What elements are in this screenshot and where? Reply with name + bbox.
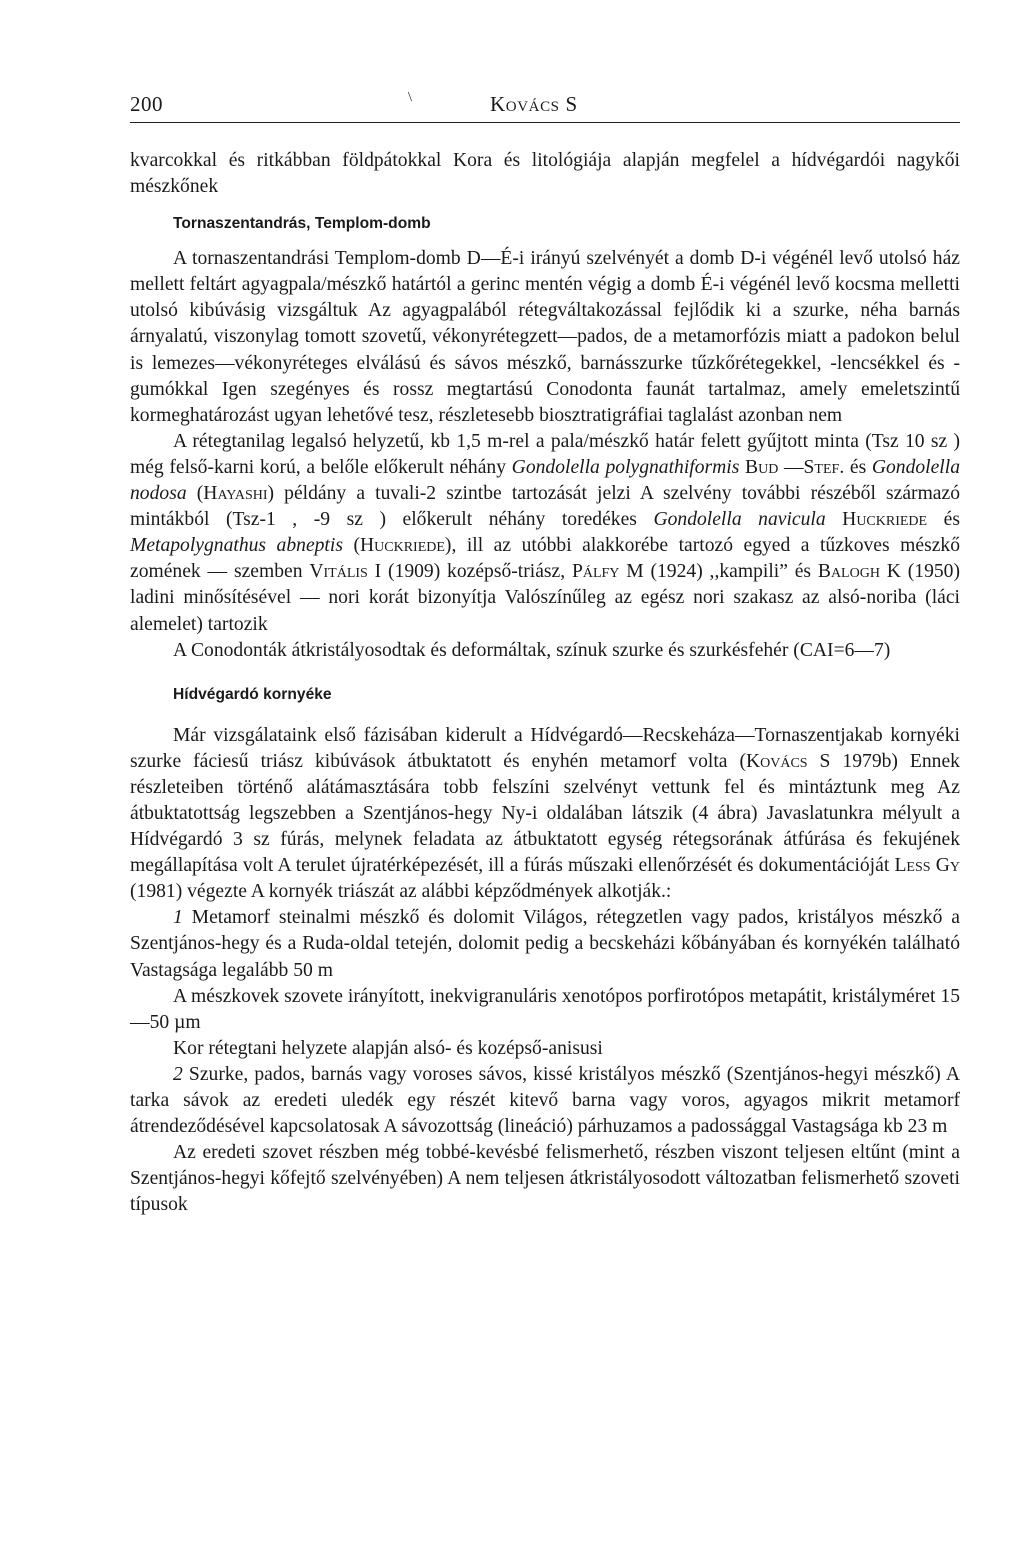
text-run: Metamorf steinalmi mészkő és dolomit Világos, rétegzetlen vagy pados, kristályos mészkő a Szentjános-hegy és a Ruda-oldal tetején, dolomit pedig a becskeházi kőbányában és kornyékén található Vastagsága legalább 50 m — [130, 907, 960, 981]
text-run: (1950) ladini minősítésével — nori korát bizonyítja Valószínűleg az egész nori szakasz az alsó-noriba (láci alemelet) tartozik — [130, 561, 960, 635]
running-head — [130, 86, 960, 123]
section-heading: Tornaszentandrás, Templom-domb — [173, 215, 431, 233]
text-run: ) példány a tuvali-2 szintbe tartozását jelzi A szelvény további részéből származó mintákból (Tsz-1 , -9 sz ) előkerult néhány toredékes — [130, 483, 960, 531]
text-run: Már vizsgálataink első fázisában kiderult a Hídvégardó—Recskeháza—Tornaszentjakab kornyéki szurke fáciesű triász kibúvások átbuktatott és enyhén metamorf volta ( — [130, 724, 960, 772]
text-run: 1979b) Ennek részleteiben történő alátámasztására tobb felszíni szelvényt vettunk fel és mintáztunk meg Az átbuktatottság legszebben a Szentjános-hegy Ny-i oldalában látszik (4 ábra) Javaslatunkra mélyult a Hídvégardó 3 sz fúrás, melynek feladata az átbuktatott egység rétegsorának átfúrása és fekujének megállapítása volt A terulet újratérképezését, ill a fúrás műszaki ellenőrzését és dokumentációját — [130, 750, 960, 877]
text-run: és — [844, 456, 872, 478]
taxon-name: Gondolella navicula — [653, 509, 826, 531]
author-name: Huckriede — [842, 509, 928, 531]
text-run: ), ill az utóbbi alakkorébe tartozó egyed a tűzkoves mészkő zomének — szemben — [130, 535, 960, 583]
text-run: ( — [342, 535, 360, 557]
text-run — [826, 509, 843, 530]
taxon-name: Gondolella polygnathiformis — [511, 456, 740, 478]
article-body — [130, 148, 960, 1218]
paragraph: kvarcokkal és ritkábban földpátokkal Kora és litológiája alapján megfelel a hídvégardói nagykői mészkőnek — [130, 150, 960, 198]
paragraph: Kor rétegtani helyzete alapján alsó- és kozépső-anisusi — [173, 1037, 603, 1059]
list-item — [130, 1062, 960, 1140]
page-number: 200 — [130, 92, 163, 116]
paragraph: A mészkovek szovete irányított, inekvigranuláris xenotópos porfirotópos metapátit, kristályméret 15—50 µm — [130, 985, 960, 1033]
author-name: Bud —Stef. — [745, 456, 845, 478]
author-name: Pálfy M — [571, 561, 644, 583]
paragraph: Az eredeti szovet részben még tobbé-kevésbé felismerhető, részben viszont teljesen eltűnt (mint a Szentjános-hegyi kőfejtő szelvényében) A nem teljesen átkristályosodott változatban felismerhető szoveti típusok — [130, 1142, 960, 1216]
text-run: és — [927, 509, 960, 531]
list-item — [130, 905, 960, 983]
paragraph — [130, 723, 960, 906]
item-number: 2 — [173, 1063, 183, 1085]
author-name: Balogh K — [817, 561, 901, 583]
text-run: A rétegtanilag legalsó helyzetű, kb 1,5 m-rel a pala/mészkő határ felett gyűjtott minta (Tsz 10 sz ) még felső-karni korú, a belőle előkerult néhány — [130, 430, 960, 478]
author-name: Vitális I — [309, 561, 382, 583]
section-heading: Hídvégardó kornyéke — [173, 685, 332, 703]
author-name: Less Gy — [894, 855, 960, 877]
text-run: ( — [186, 483, 204, 505]
paragraph — [130, 429, 960, 638]
text-run: (1924) ,,kampili” és — [643, 561, 818, 583]
taxon-name: Metapolygnathus abneptis — [130, 535, 343, 557]
paragraph: A Conodonták átkristályosodtak és deformáltak, színuk szurke és szurkésfehér (CAI=6—7) — [173, 639, 891, 661]
author-name: Kovács S — [745, 750, 831, 772]
stray-mark: \ — [408, 90, 412, 105]
paragraph: A tornaszentandrási Templom-domb D—É-i irányú szelvényét a domb D-i végénél levő utolsó ház mellett feltárt agyagpala/mészkő határtól a gerinc mentén végig a domb É-i végénél levő kocsma melletti utolsó kibúvásig vizsgáltuk Az agyagpalából rétegváltakozással fejlődik ki a szurke, néha barnás árnyalatú, viszonylag tomott szovetű, vékonyrétegzett—pados, de a metamorfózis miatt a padokon belul is lemezes—vékonyréteges elválású és sávos mészkő, barnásszurke tűzkőrétegekkel, -lencsékkel és -gumókkal Igen szegényes és rossz megtartású Conodonta faunát tartalmaz, amely emeletszintű kormeghatározást ugyan lehetővé tesz, részletesebb biosztratigráfiai taglalást azonban nem — [130, 248, 960, 426]
text-run: (1909) kozépső-triász, — [381, 561, 572, 583]
text-run: (1981) végezte A kornyék triászát az alábbi képződmények alkotják.: — [130, 881, 672, 903]
author-name: Huckriede — [359, 535, 445, 557]
running-title: Kovács S — [490, 92, 578, 116]
text-run: Szurke, pados, barnás vagy voroses sávos, kissé kristályos mészkő (Szentjános-hegyi mészkő) A tarka sávok az eredeti uledék egy részét kitevő barna vagy voros, agyagos mikrit metamorf átrendeződésével kapcsolatosak A sávozottság (lineáció) párhuzamos a padossággal Vastagsága kb 23 m — [130, 1063, 960, 1138]
item-number: 1 — [173, 907, 183, 929]
author-name: Hayashi — [203, 483, 268, 505]
taxon-name: Gondolella nodosa — [130, 456, 960, 505]
